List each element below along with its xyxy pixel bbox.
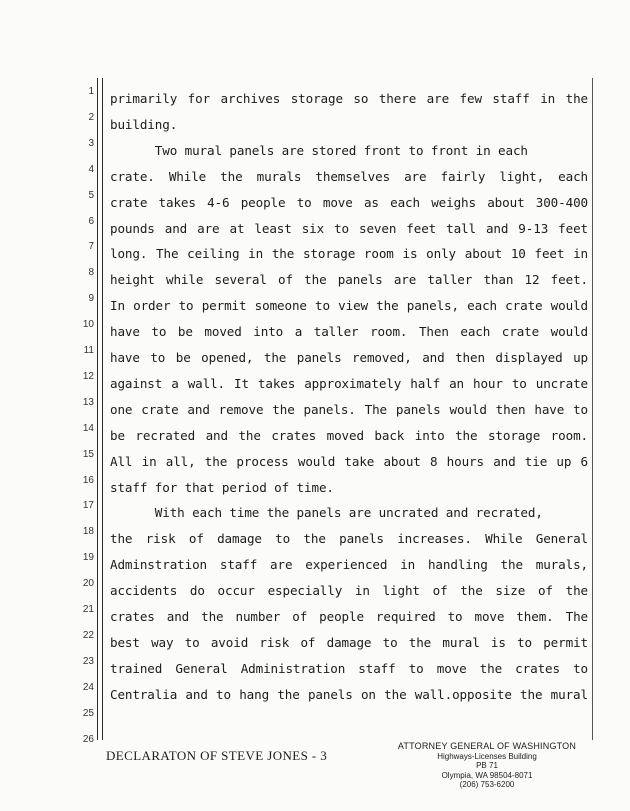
left-margin-rule-inner: [102, 78, 103, 740]
body-text-line: primarily for archives storage so there are few staff in the: [110, 91, 588, 106]
phone-number: (206) 753-6200: [459, 780, 515, 789]
line-number: 26: [82, 733, 94, 745]
right-margin-rule: [592, 78, 593, 740]
line-number: 3: [88, 137, 94, 149]
line-number: 24: [82, 681, 94, 693]
line-number: 19: [82, 552, 94, 564]
line-number: 18: [82, 526, 94, 538]
line-number: 11: [83, 345, 94, 356]
body-text-line: crate. While the murals themselves are fairly light, each: [110, 168, 588, 184]
line-number: 15: [82, 448, 94, 460]
po-box: PB 71: [476, 761, 498, 770]
body-text-line: In order to permit someone to view the panels, each crate would: [110, 298, 588, 314]
body-text-line: trained General Administration staff to move the crates to: [110, 660, 588, 676]
attorney-general-block: [392, 742, 582, 790]
body-text-line: accidents do occur especially in light of the size of the: [110, 583, 588, 599]
line-number: 14: [82, 422, 94, 434]
body-text-line: against a wall. It takes approximately half an hour to uncrate: [110, 375, 588, 391]
line-number: 6: [88, 215, 94, 227]
body-text-line: best way to avoid risk of damage to the mural is to permit: [110, 634, 588, 650]
line-number: 23: [82, 655, 94, 667]
body-text-line: crate takes 4-6 people to move as each weighs about 300-400: [110, 194, 588, 210]
line-number: 12: [82, 370, 94, 382]
line-number: 16: [82, 474, 94, 486]
attorney-general-name: ATTORNEY GENERAL OF WASHINGTON: [397, 741, 577, 751]
document-title: DECLARATON OF STEVE JONES - 3: [106, 748, 328, 763]
line-number: 20: [82, 578, 94, 590]
body-text-line: All in all, the process would take about 8 hours and tie up 6: [110, 453, 588, 469]
line-number: 4: [88, 163, 94, 175]
line-number: 1: [88, 86, 94, 97]
line-number: 22: [82, 629, 94, 641]
left-margin-rule: [97, 78, 98, 740]
body-text-line: height while several of the panels are taller than 12 feet.: [110, 272, 588, 288]
body-text-line: be recrated and the crates moved back into the storage room.: [110, 427, 588, 443]
body-text-line: have to be moved into a taller room. Then each crate would: [110, 324, 588, 340]
line-number: 10: [82, 319, 94, 331]
body-text-line: pounds and are at least six to seven feet tall and 9-13 feet: [110, 220, 588, 236]
line-number: 7: [88, 241, 94, 253]
line-number: 25: [82, 707, 94, 719]
body-text-line: crates and the number of people required to move them. The: [110, 609, 588, 624]
line-number: 13: [82, 396, 94, 408]
body-text-line: Two mural panels are stored front to front in each: [110, 142, 528, 158]
building-name: Highways-Licenses Building: [437, 751, 537, 761]
line-number: 9: [88, 293, 94, 305]
body-text-line: With each time the panels are uncrated and recrated,: [110, 505, 543, 521]
line-number: 8: [88, 267, 94, 279]
body-text-line: one crate and remove the panels. The panels would then have to: [110, 401, 588, 417]
body-text-line: long. The ceiling in the storage room is only about 10 feet in: [110, 246, 588, 262]
body-text-line: building.: [110, 116, 178, 132]
line-number: 2: [88, 111, 94, 123]
body-text-line: Centralia and to hang the panels on the wall.opposite the mural: [110, 686, 588, 702]
line-number: 17: [82, 500, 94, 512]
body-text-line: staff for that period of time.: [110, 479, 334, 495]
body-text-line: the risk of damage to the panels increases. While General: [110, 531, 588, 547]
city-address: Olympia, WA 98504-8071: [441, 770, 533, 780]
line-number: 21: [82, 604, 94, 615]
line-number: 5: [88, 189, 94, 201]
body-text-line: have to be opened, the panels removed, and then displayed up: [110, 350, 588, 365]
body-text-line: Adminstration staff are experienced in handling the murals,: [110, 557, 588, 573]
